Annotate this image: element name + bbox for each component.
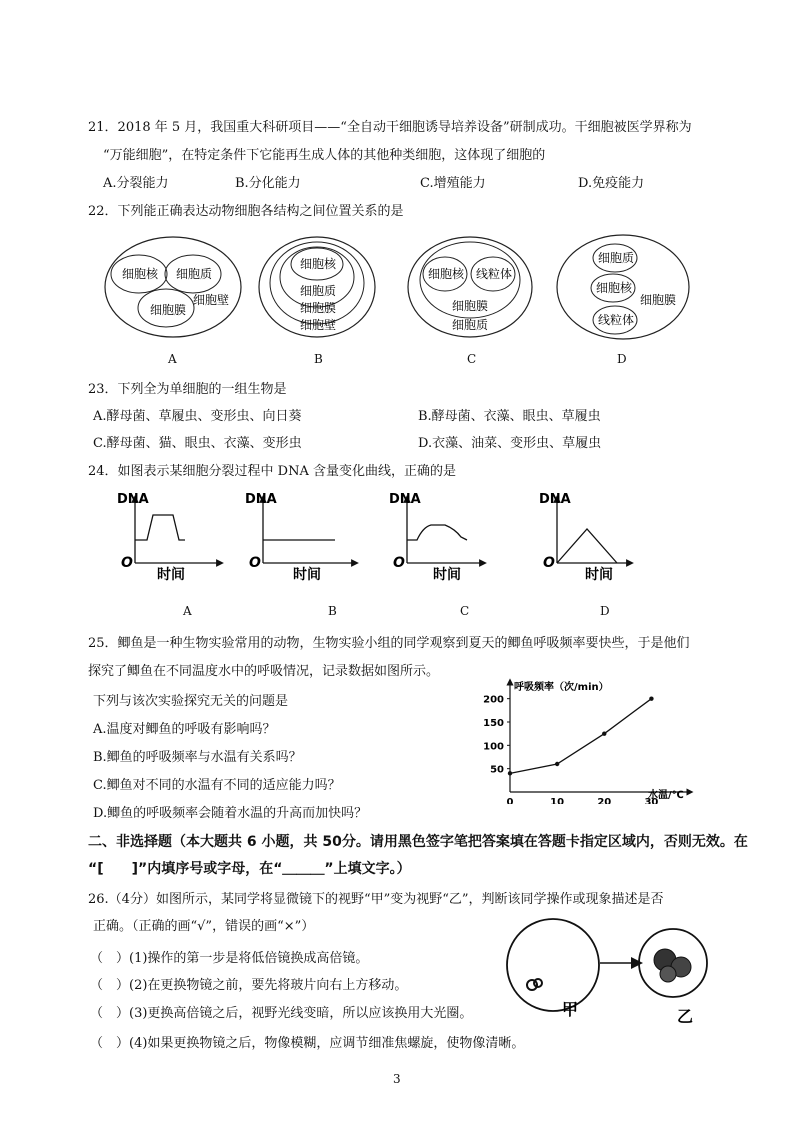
chart-xtick-label: 20 [597, 797, 612, 804]
diagram-a [105, 237, 241, 337]
q26-line2: 正确。（正确的画“√”，错误的画“×”） [93, 919, 315, 934]
chart-data-point [649, 696, 653, 700]
q26-line1: 26.（4分）如图所示，某同学将显微镜下的视野“甲”变为视野“乙”，判断该同学操作或现象描述是否 [88, 892, 664, 907]
dna-graph-d-origin: O [543, 555, 555, 571]
diagram-a-label-2: 细胞质 [176, 267, 213, 281]
chart-ylabel: 呼吸频率（次/min） [514, 682, 609, 693]
q25-line1: 25．鲫鱼是一种生物实验常用的动物，生物实验小组的同学观察到夏天的鲫鱼呼吸频率要快些，于是他们 [88, 636, 690, 651]
view-jia-circle [507, 919, 599, 1011]
q22-cell-diagrams [95, 232, 725, 347]
diagram-d-label-3: 细胞膜 [640, 293, 677, 307]
q26-item-4: （ ）(4)如果更换物镜之后，物像模糊，应调节细准焦螺旋，使物像清晰。 [90, 1036, 525, 1051]
diagram-a-label-3: 细胞膜 [150, 303, 187, 317]
chart-ytick-label: 50 [490, 764, 504, 776]
q24-label-b: B [328, 604, 337, 618]
diagram-c-label-4: 细胞质 [452, 318, 489, 332]
q25-line2: 探究了鲫鱼在不同温度水中的呼吸情况，记录数据如图所示。 [88, 664, 440, 679]
section2-heading-line2: “[ ]”内填序号或字母，在“＿＿＿”上填文字。） [88, 861, 411, 877]
q21-option-a: A.分裂能力 [103, 176, 169, 191]
q26-item-2: （ ）(2)在更换物镜之前，要先将玻片向右上方移动。 [90, 978, 408, 993]
dna-graph-c-origin: O [393, 555, 405, 571]
dna-graph-d-xlabel: 时间 [585, 567, 613, 583]
q23-option-a: A.酵母菌、草履虫、变形虫、向日葵 [93, 409, 302, 424]
q25-option-a: A.温度对鲫鱼的呼吸有影响吗？ [93, 722, 276, 737]
dna-graph-d-ylabel: DNA [539, 492, 571, 507]
diagram-a-label-4: 细胞壁 [193, 293, 230, 307]
diagram-b-label-2: 细胞质 [300, 284, 337, 298]
q25-line-chart [470, 672, 700, 804]
dna-graph-b [245, 492, 355, 583]
dna-graph-b-origin: O [249, 555, 261, 571]
diagram-a-label-1: 细胞核 [122, 267, 159, 281]
diagram-d-label-2: 细胞核 [596, 281, 633, 295]
q23-option-b: B.酵母菌、衣藻、眼虫、草履虫 [418, 409, 601, 424]
chart-xlabel: 水温/℃ [648, 790, 684, 801]
q24-dna-graphs [105, 485, 645, 585]
chart-xtick-label: 0 [506, 797, 514, 804]
q22-label-c: C [467, 352, 477, 366]
chart-ytick-label: 100 [483, 741, 504, 753]
chart-ytick-label: 150 [483, 718, 504, 729]
view-jia-label: 甲 [562, 1000, 579, 1019]
q23-option-d: D.衣藻、油菜、变形虫、草履虫 [418, 436, 602, 451]
dna-graph-b-xlabel: 时间 [293, 567, 321, 583]
dna-graph-b-ylabel: DNA [245, 492, 277, 507]
q24-stem: 24．如图表示某细胞分裂过程中 DNA 含量变化曲线，正确的是 [88, 464, 456, 479]
page-number: 3 [393, 1072, 401, 1086]
diagram-b-label-3: 细胞膜 [300, 301, 337, 315]
view-yi-label: 乙 [677, 1007, 694, 1025]
diagram-c-label-1: 细胞核 [428, 267, 465, 281]
q23-stem: 23．下列全为单细胞的一组生物是 [88, 382, 287, 397]
dna-graph-d [539, 492, 630, 583]
chart-data-point [555, 762, 559, 766]
q25-option-d: D.鲫鱼的呼吸频率会随着水温的升高而加快吗？ [93, 806, 368, 821]
diagram-c-label-2: 线粒体 [476, 267, 513, 281]
q25-option-c: C.鲫鱼对不同的水温有不同的适应能力吗？ [93, 778, 341, 793]
diagram-b [259, 237, 375, 337]
diagram-c-label-3: 细胞膜 [452, 299, 489, 313]
chart-ytick-label: 200 [483, 694, 504, 706]
diagram-d [557, 235, 689, 339]
q24-label-d: D [600, 604, 610, 618]
q21-line2: “万能细胞”，在特定条件下它能再生成人体的其他种类细胞，这体现了细胞的 [103, 148, 546, 163]
diagram-b-label-1: 细胞核 [300, 257, 337, 271]
dna-graph-a-ylabel: DNA [117, 492, 149, 507]
chart-xtick-label: 30 [644, 797, 659, 804]
diagram-d-label-4: 线粒体 [598, 313, 635, 327]
dna-graph-c [389, 492, 483, 583]
dna-graph-a-origin: O [121, 555, 133, 571]
section2-heading-line1: 二、非选择题（本大题共 6 小题，共 50分。请用黑色签字笔把答案填在答题卡指定区域内，否则无效。在 [88, 834, 748, 850]
diagram-d-label-1: 细胞质 [598, 251, 635, 265]
q23-option-c: C.酵母菌、猫、眼虫、衣藻、变形虫 [93, 436, 302, 451]
q24-label-c: C [460, 604, 470, 618]
q21-option-d: D.免疫能力 [578, 176, 645, 191]
dna-graph-c-xlabel: 时间 [433, 567, 461, 583]
dna-graph-a [117, 492, 220, 583]
q26-item-3: （ ）(3)更换高倍镜之后，视野光线变暗，所以应该换用大光圈。 [90, 1006, 473, 1021]
q21-line1: 21．2018 年 5 月，我国重大科研项目——“全自动干细胞诱导培养设备”研制成功。干细胞被医学界称为 [88, 120, 692, 135]
chart-data-point [508, 771, 512, 775]
dna-graph-c-ylabel: DNA [389, 492, 421, 507]
q26-item-1: （ ）(1)操作的第一步是将低倍镜换成高倍镜。 [90, 951, 369, 966]
q22-label-d: D [617, 352, 627, 366]
chart-xtick-label: 10 [550, 797, 565, 804]
diagram-b-label-4: 细胞壁 [300, 318, 337, 332]
q26-microscope-views [505, 915, 720, 1025]
chart-data-point [602, 731, 606, 735]
diagram-c [408, 237, 532, 337]
q22-stem: 22．下列能正确表达动物细胞各结构之间位置关系的是 [88, 204, 404, 219]
q22-label-b: B [314, 352, 323, 366]
chart-series-line [510, 699, 651, 774]
q22-label-a: A [168, 352, 177, 366]
dna-graph-a-xlabel: 时间 [157, 567, 185, 583]
q25-line3: 下列与该次实验探究无关的问题是 [93, 694, 289, 709]
q25-option-b: B.鲫鱼的呼吸频率与水温有关系吗？ [93, 750, 302, 765]
q21-option-c: C.增殖能力 [420, 176, 486, 191]
q24-label-a: A [183, 604, 192, 618]
q21-option-b: B.分化能力 [235, 176, 301, 191]
